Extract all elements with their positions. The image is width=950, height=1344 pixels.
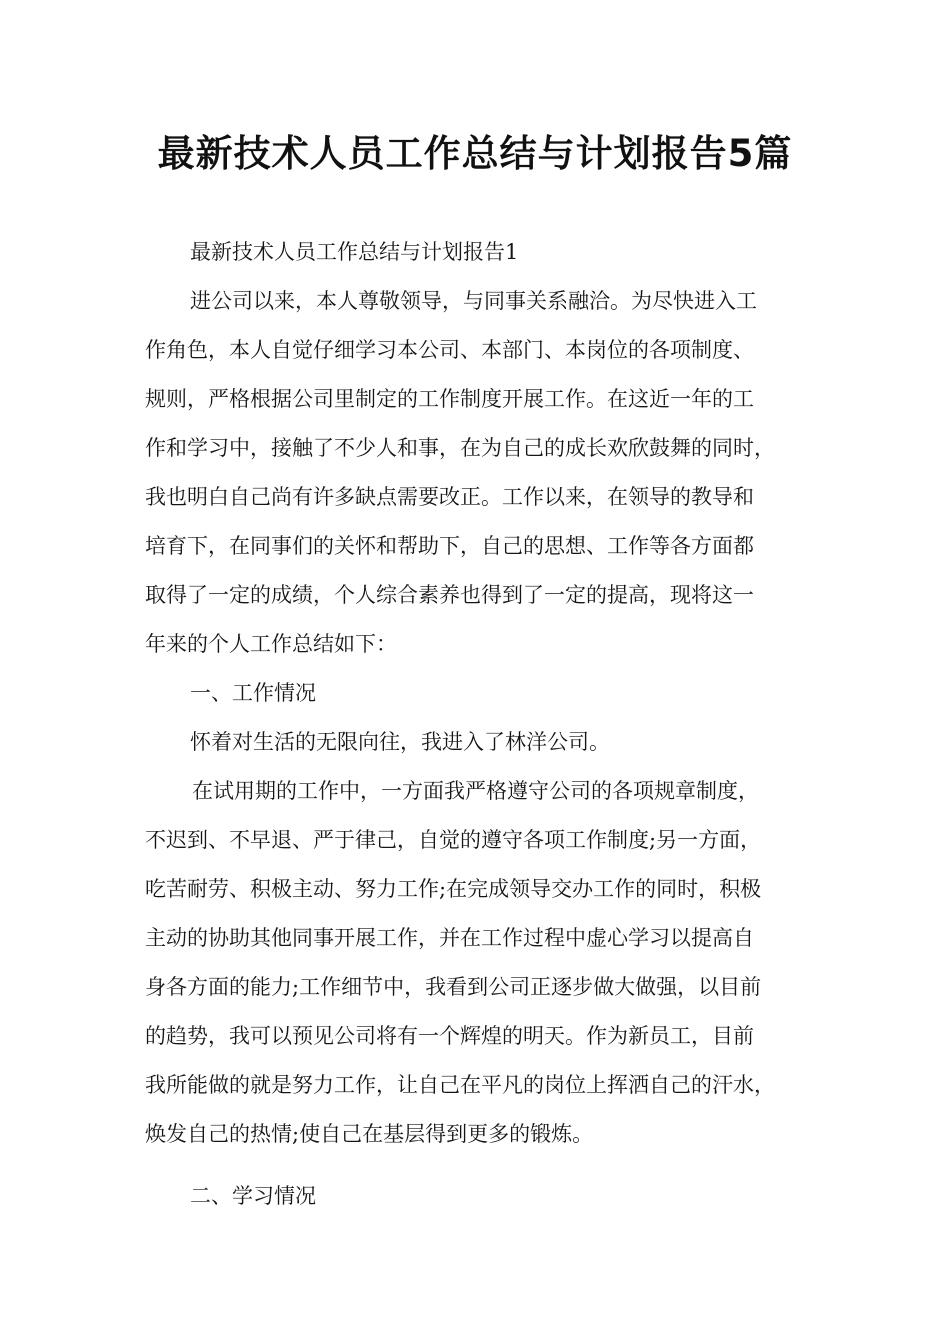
section-1-heading: 一、工作情况 — [190, 681, 316, 705]
paragraph-1-line-6: 培育下，在同事们的关怀和帮助下，自己的思想、工作等各方面都 — [145, 534, 754, 558]
paragraph-3-line-4: 主动的协助其他同事开展工作，并在工作过程中虚心学习以提高自 — [145, 926, 754, 950]
paragraph-1-line-5: 我也明白自己尚有许多缺点需要改正。工作以来，在领导的教导和 — [145, 485, 754, 509]
paragraph-3-line-2: 不迟到、不早退、严于律己，自觉的遵守各项工作制度;另一方面， — [145, 828, 762, 852]
section-2-heading: 二、学习情况 — [190, 1184, 316, 1208]
paragraph-1-line-3: 规则，严格根据公司里制定的工作制度开展工作。在这近一年的工 — [145, 387, 754, 411]
paragraph-3-line-7: 我所能做的就是努力工作，让自己在平凡的岗位上挥洒自己的汗水， — [145, 1073, 775, 1097]
paragraph-3-line-1: 在试用期的工作中，一方面我严格遵守公司的各项规章制度， — [192, 779, 759, 803]
paragraph-2: 怀着对生活的无限向往，我进入了林洋公司。 — [190, 730, 610, 754]
paragraph-1-line-8: 年来的个人工作总结如下： — [145, 632, 397, 656]
paragraph-3-line-5: 身各方面的能力;工作细节中，我看到公司正逐步做大做强，以目前 — [145, 975, 762, 999]
paragraph-3-line-6: 的趋势，我可以预见公司将有一个辉煌的明天。作为新员工，目前 — [145, 1024, 754, 1048]
paragraph-1-line-1: 进公司以来，本人尊敬领导，与同事关系融洽。为尽快进入工 — [190, 289, 757, 313]
report-subtitle: 最新技术人员工作总结与计划报告1 — [190, 240, 519, 264]
paragraph-1-line-7: 取得了一定的成绩，个人综合素养也得到了一定的提高，现将这一 — [145, 583, 754, 607]
paragraph-3-line-8: 焕发自己的热情;使自己在基层得到更多的锻炼。 — [145, 1122, 594, 1146]
paragraph-1-line-2: 作角色，本人自觉仔细学习本公司、本部门、本岗位的各项制度、 — [145, 338, 754, 362]
paragraph-1-line-4: 作和学习中，接触了不少人和事，在为自己的成长欢欣鼓舞的同时， — [145, 436, 775, 460]
document-title: 最新技术人员工作总结与计划报告5篇 — [157, 132, 793, 175]
paragraph-3-line-3: 吃苦耐劳、积极主动、努力工作;在完成领导交办工作的同时，积极 — [145, 877, 762, 901]
